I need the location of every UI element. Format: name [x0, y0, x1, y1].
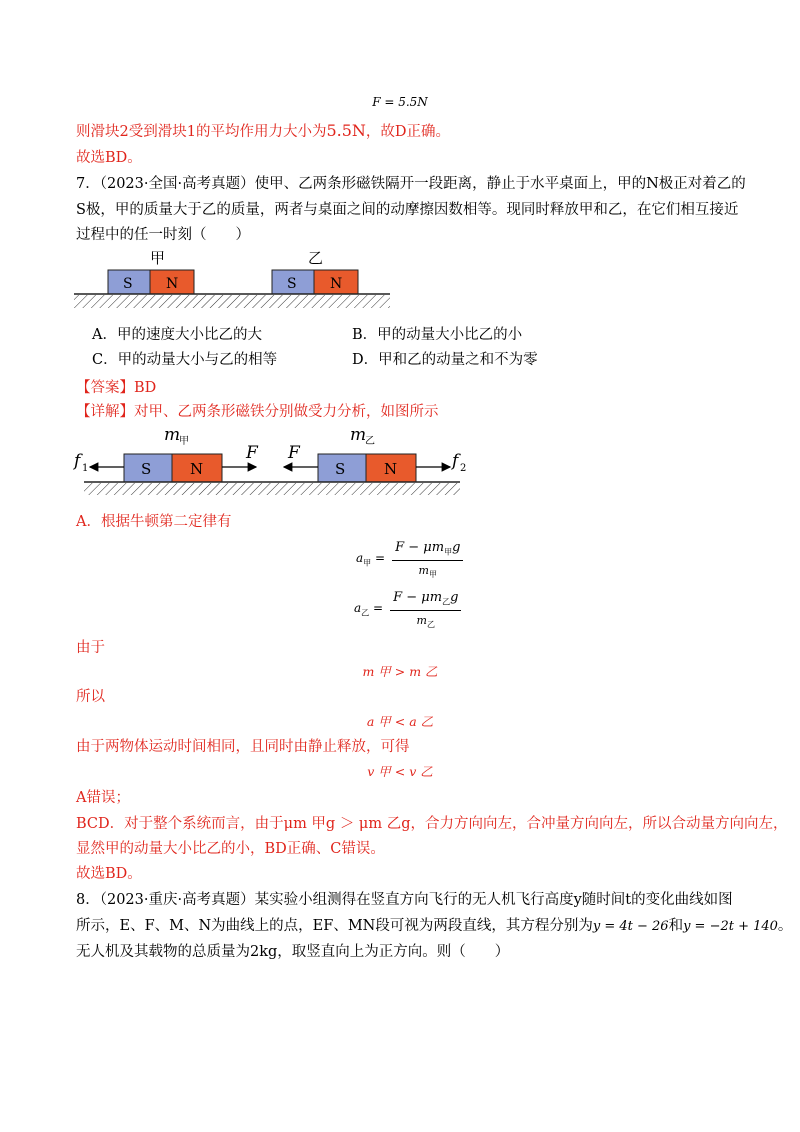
- q7-bcd-line-2: 显然甲的动量大小比乙的小，BD正确、C错误。: [76, 841, 385, 857]
- fig1-table-hatch: [74, 295, 390, 308]
- q7-since: 由于: [76, 640, 105, 656]
- fig1-yi-n-label: N: [330, 276, 343, 292]
- q7-line-2: S极，甲的质量大于乙的质量，两者与桌面之间的动摩擦因数相等。现同时释放甲和乙，在它们相互接近: [76, 202, 739, 218]
- fig2-m-yi-sub: 乙: [365, 436, 375, 447]
- q8-line-3: 无人机及其载物的总质量为2kg，取竖直向上为正方向。则（ ）: [76, 944, 510, 960]
- prev-conclusion-value: 5.5N: [326, 121, 366, 140]
- q7-bcd-line-1: BCD．对于整个系统而言，由于μm 甲g ＞ μm 乙g，合力方向向左，合冲量方向向左，所以合动量方向向左，: [76, 816, 788, 832]
- q8-line-1: 8．（2023·重庆·高考真题）某实验小组测得在竖直方向飞行的无人机飞行高度y随时间t的变化曲线如图: [76, 892, 733, 908]
- q8-line-2-text: 所示，E、F、M、N为曲线上的点，EF、MN段可视为两段直线，其方程分别为: [76, 918, 593, 934]
- fig2-f2-sub: 2: [460, 463, 467, 474]
- fig1-jia-n-label: N: [166, 276, 179, 292]
- fig2-jia-s-label: S: [141, 460, 152, 478]
- prev-conclusion-text-a: 则滑块2受到滑块1的平均作用力大小为: [76, 124, 327, 140]
- q8-line-2: [76, 916, 792, 937]
- q7-option-b: B．甲的动量大小比乙的小: [352, 327, 523, 343]
- q7-time-text: 由于两物体运动时间相同，且同时由静止释放，可得: [76, 739, 410, 755]
- q7-option-c: C．甲的动量大小与乙的相等: [92, 352, 278, 368]
- q8-period: 。: [777, 918, 793, 934]
- prev-conclusion: [76, 121, 450, 142]
- q7-figure-force-analysis: [70, 420, 480, 496]
- q7-part-a: A．根据牛顿第二定律有: [76, 514, 232, 530]
- q7-select: 故选BD。: [76, 866, 142, 882]
- fig2-yi-n-label: N: [384, 460, 398, 478]
- fig1-label-yi: 乙: [308, 249, 324, 267]
- top-equation: F = 5.5N: [372, 95, 428, 109]
- fig1-label-jia: 甲: [150, 249, 166, 267]
- fig2-F-yi: F: [288, 443, 300, 463]
- eq-accel-compare: a 甲 < a 乙: [366, 714, 434, 729]
- fig2-f2: f: [452, 451, 459, 471]
- q7-figure-magnets: [70, 244, 400, 312]
- eq-mass-compare: m 甲 > m 乙: [362, 664, 438, 679]
- q7-line-1: 7．（2023·全国·高考真题）使甲、乙两条形磁铁隔开一段距离，静止于水平桌面上，甲的N极正对着乙的: [76, 176, 746, 192]
- prev-select: 故选BD。: [76, 150, 142, 166]
- q7-detail-head: 【详解】: [76, 404, 134, 420]
- fig2-m-jia: m: [164, 425, 181, 445]
- fig2-yi-s-label: S: [335, 460, 346, 478]
- q8-and: 和: [668, 918, 684, 934]
- fig2-F-jia: F: [246, 443, 258, 463]
- fig1-yi-s-label: S: [287, 276, 297, 292]
- q7-so: 所以: [76, 689, 105, 705]
- eq-a-yi: [354, 590, 461, 630]
- q7-a-wrong: A错误；: [76, 790, 130, 806]
- q7-answer: 【答案】BD: [76, 380, 157, 396]
- q8-eq-1: y = 4t − 26: [592, 919, 669, 934]
- prev-conclusion-text-b: ，故D正确。: [365, 124, 451, 140]
- eq-a-yi-fraction: $\frac{F - \mu m_乙g}{m_乙}$: [390, 590, 461, 630]
- fig2-jia-n-label: N: [190, 460, 204, 478]
- fig2-m-jia-sub: 甲: [179, 436, 189, 447]
- eq-a-jia-fraction: $\frac{F - \mu m_甲g}{m_甲}$: [392, 540, 463, 580]
- q8-eq-2: y = −2t + 140: [683, 919, 778, 934]
- eq-a-jia: [356, 540, 463, 580]
- fig2-m-yi: m: [350, 425, 367, 445]
- fig2-f1: f: [74, 451, 81, 471]
- q7-option-a: A．甲的速度大小比乙的大: [92, 327, 262, 343]
- q7-detail-text: 对甲、乙两条形磁铁分别做受力分析，如图所示: [134, 404, 439, 420]
- q7-line-3: 过程中的任一时刻（ ）: [76, 227, 250, 243]
- fig2-f1-sub: 1: [82, 463, 89, 474]
- eq-a-yi-lhs: $a_乙$ =: [354, 601, 384, 618]
- q7-option-d: D．甲和乙的动量之和不为零: [352, 352, 538, 368]
- eq-a-jia-lhs: $a_甲$ =: [356, 551, 386, 568]
- q7-detail: [76, 402, 439, 422]
- eq-velocity-compare: v 甲 < v 乙: [367, 764, 433, 779]
- fig2-table-hatch: [84, 483, 460, 495]
- fig1-jia-s-label: S: [123, 276, 133, 292]
